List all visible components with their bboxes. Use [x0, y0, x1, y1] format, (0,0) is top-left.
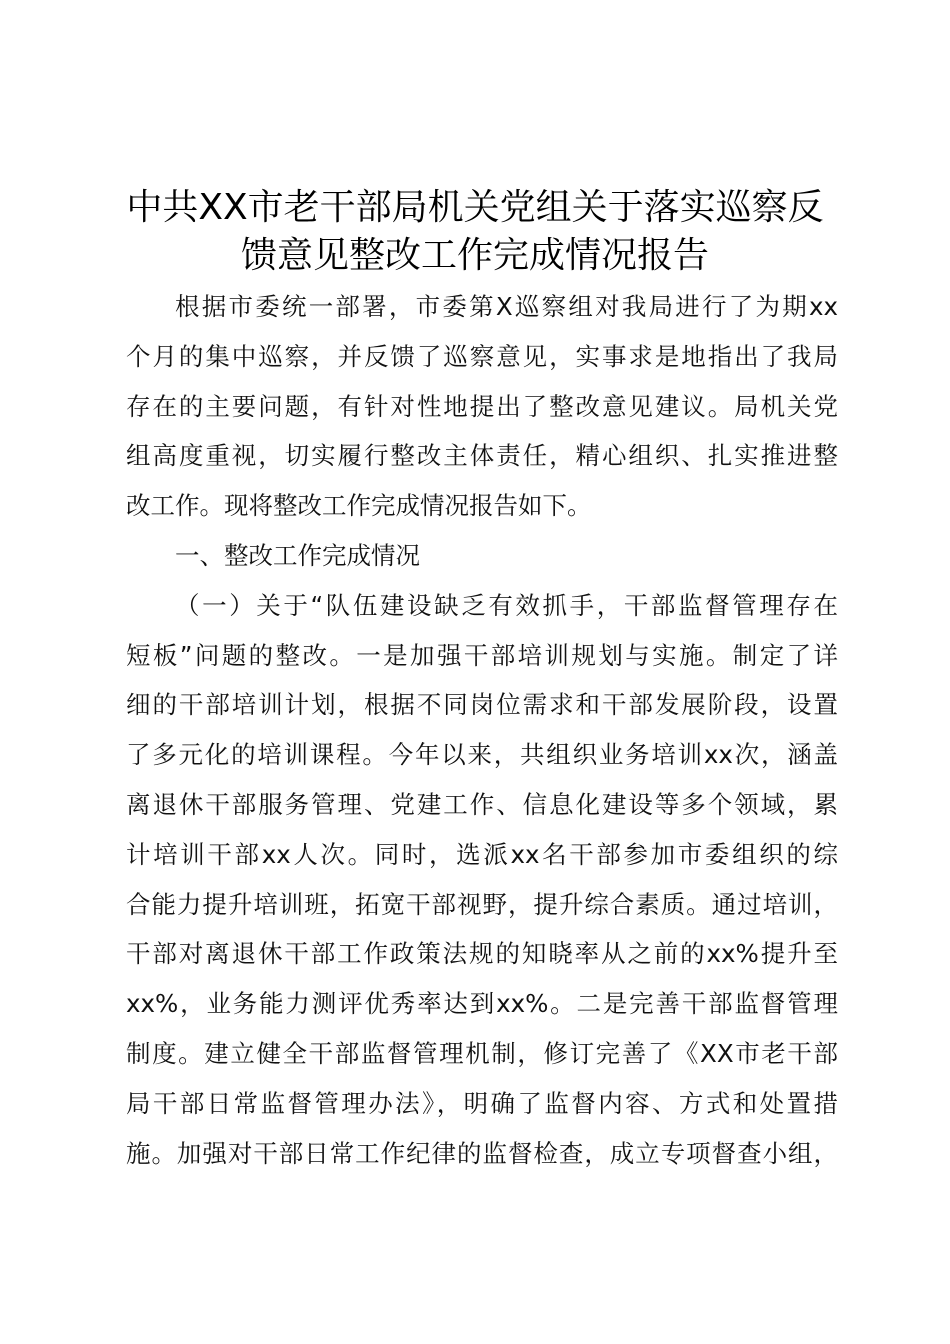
title-line-1: 中共XX市老干部局机关党组关于落实巡察反 — [126, 187, 824, 229]
paragraph-item-line-10: 制度。建立健全干部监督管理机制，修订完善了《XX市老干部 — [126, 1038, 838, 1068]
paragraph-item-line-4: 了多元化的培训课程。今年以来，共组织业务培训xx次，涵盖 — [126, 740, 838, 770]
paragraph-intro-line-3: 存在的主要问题，有针对性地提出了整改意见建议。局机关党 — [126, 391, 838, 421]
paragraph-item-line-12: 施。加强对干部日常工作纪律的监督检查，成立专项督查小组， — [126, 1138, 838, 1168]
paragraph-item-line-2: 短板”问题的整改。一是加强干部培训规划与实施。制定了详 — [126, 640, 838, 670]
paragraph-item-line-6: 计培训干部xx人次。同时，选派xx名干部参加市委组织的综 — [126, 839, 838, 869]
paragraph-item-line-8: 干部对离退休干部工作政策法规的知晓率从之前的xx%提升至 — [126, 939, 838, 969]
paragraph-intro-line-4: 组高度重视，切实履行整改主体责任，精心组织、扎实推进整 — [126, 441, 838, 471]
paragraph-intro-line-2: 个月的集中巡察，并反馈了巡察意见，实事求是地指出了我局 — [126, 341, 838, 371]
paragraph-intro-line-1: 根据市委统一部署，市委第Ⅹ巡察组对我局进行了为期xx — [175, 292, 838, 321]
paragraph-item-line-1: （一）关于“队伍建设缺乏有效抓手，干部监督管理存在 — [175, 590, 838, 620]
paragraph-item-line-11: 局干部日常监督管理办法》，明确了监督内容、方式和处置措 — [126, 1088, 838, 1118]
document-body — [126, 282, 838, 1178]
section-heading: 一、整改工作完成情况 — [175, 540, 420, 570]
paragraph-item-line-9: xx%，业务能力测评优秀率达到xx%。二是完善干部监督管理 — [126, 989, 838, 1019]
paragraph-item-line-3: 细的干部培训计划，根据不同岗位需求和干部发展阶段，设置 — [126, 690, 838, 720]
title-line-2: 馈意见整改工作完成情况报告 — [240, 235, 709, 277]
paragraph-item-line-5: 离退休干部服务管理、党建工作、信息化建设等多个领域，累 — [126, 789, 838, 819]
paragraph-item-line-7: 合能力提升培训班，拓宽干部视野，提升综合素质。通过培训， — [126, 889, 838, 919]
paragraph-intro-line-5: 改工作。现将整改工作完成情况报告如下。 — [126, 491, 592, 521]
document-title — [100, 184, 850, 280]
